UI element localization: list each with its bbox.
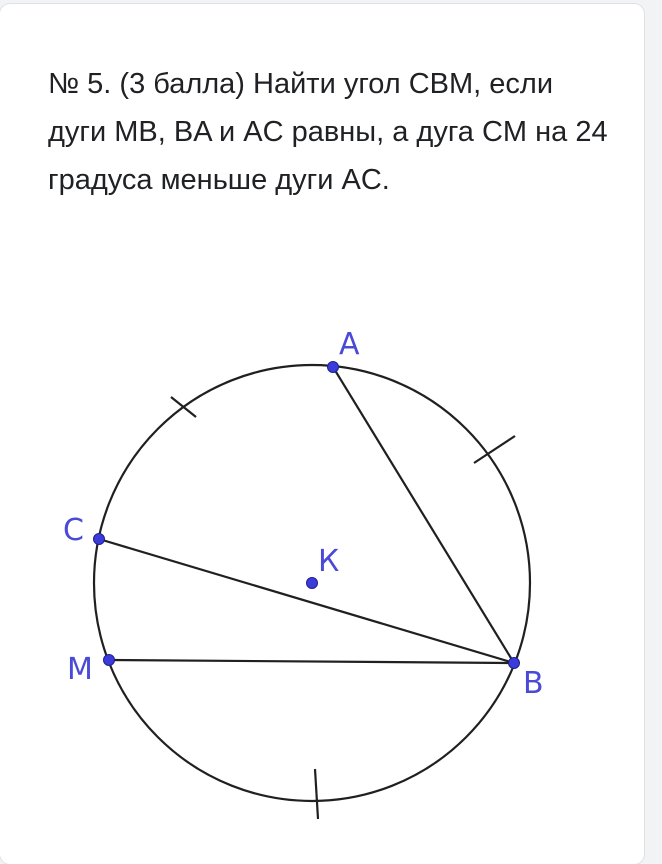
point-c xyxy=(94,534,105,545)
chord-mb xyxy=(109,660,514,663)
label-c: C xyxy=(63,513,84,548)
tick-arc-ab xyxy=(474,436,515,463)
question-text: № 5. (3 балла) Найти угол CBM, если дуги MB, BA и AC равны, а дуга CM на 24 градуса меньше дуги AC. xyxy=(48,68,608,196)
point-k xyxy=(307,578,318,589)
label-m: M xyxy=(67,652,93,687)
label-k: К xyxy=(318,544,340,579)
point-a xyxy=(328,362,339,373)
tick-arc-mb xyxy=(315,769,318,819)
chord-ab xyxy=(333,367,514,663)
point-b xyxy=(509,658,520,669)
point-m xyxy=(104,655,115,666)
label-a: A xyxy=(339,327,360,362)
label-b: B xyxy=(523,666,544,701)
chord-cb xyxy=(99,539,514,663)
